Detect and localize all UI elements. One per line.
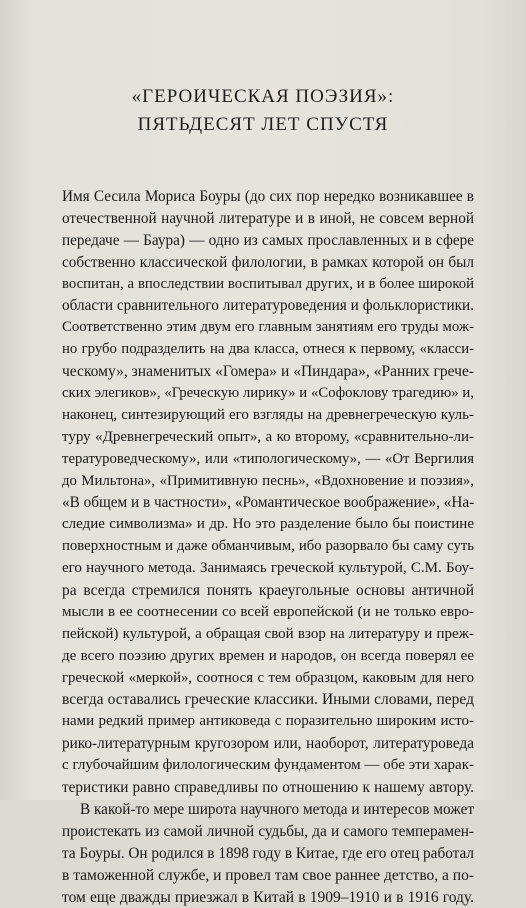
text-line: пейской) культурой, а обращая свой взор на литературу и преж- (62, 624, 474, 646)
text-line: В какой-то мере широта научного метода и интересов может (62, 799, 474, 821)
text-line: теристики равно справедливы по отношению к нашему автору. (62, 777, 474, 799)
text-line: ческому», знаменитых «Гомера» и «Пиндара», «Ранних грече- (62, 361, 474, 383)
text-line: тературоведческому», или «типологическому», — «От Вергилия (62, 449, 474, 471)
text-line: отечественной научной литературе и в иной, не совсем верной (62, 208, 474, 230)
text-line: воспитан, а впоследствии воспитывал других, и в более широкой (62, 274, 474, 296)
text-line: следие символизма» и др. Но это разделение было бы поистине (62, 514, 474, 536)
text-line: проистекать из самой личной судьбы, да и самого темперамен- (62, 821, 474, 843)
text-line: области сравнительного литературоведения и фольклористики. (62, 295, 474, 317)
text-line: собственно классической филологии, в рамках которой он был (62, 252, 474, 274)
text-line: том еще дважды приезжал в Китай в 1909–1910 и в 1916 году. (62, 887, 474, 908)
text-line: та Боуры. Он родился в 1898 году в Китае, где его отец работал (62, 843, 474, 865)
text-line: Имя Сесила Мориса Боуры (до сих пор нередко возникавшее в (62, 186, 474, 208)
text-line: «В общем и в частности», «Романтическое воображение», «На- (62, 492, 474, 514)
text-line: туру «Древнегреческий опыт», а ко второму, «сравнительно-ли- (62, 427, 474, 449)
chapter-title-line-2: ПЯТЬДЕСЯТ ЛЕТ СПУСТЯ (40, 114, 486, 136)
text-line: Соответственно этим двум его главным занятиям его труды мож- (62, 317, 474, 339)
text-line: рико-литературным кругозором или, наоборот, литературоведа (62, 733, 474, 755)
text-line: поверхностным и даже обманчивым, ибо разорвало бы саму суть (62, 536, 474, 558)
text-line: его научного метода. Занимаясь греческой культурой, С.М. Боу- (62, 558, 474, 580)
text-line: в таможенной службе, и провел там свое раннее детство, а по- (62, 865, 474, 887)
text-line: ра всегда стремился понять краеугольные основы античной (62, 580, 474, 602)
text-line: передаче — Баура) — одно из самых прославленных и в сфере (62, 230, 474, 252)
text-line: но грубо подразделить на два класса, отнеся к первому, «класси- (62, 339, 474, 361)
chapter-title-line-1: «ГЕРОИЧЕСКАЯ ПОЭЗИЯ»: (40, 86, 486, 108)
text-line: мысли в ее соотнесении со всей европейской (и не только евро- (62, 602, 474, 624)
text-line: всегда оставались греческие классики. Иными словами, перед (62, 689, 474, 711)
text-line: греческой «меркой», соотнося с тем образцом, каковым для него (62, 668, 474, 690)
text-line: нами редкий пример антиковеда с поразительно широким исто- (62, 711, 474, 733)
text-line: с глубочайшим филологическим фундаментом — обе эти харак- (62, 755, 474, 777)
text-line: наконец, синтезирующий его взгляды на древнегреческую куль- (62, 405, 474, 427)
text-line: ских элегиков», «Греческую лирику» и «Софоклову трагедию» и, (62, 383, 474, 405)
text-line: де всего поэзию других времен и народов, он всегда поверял ее (62, 646, 474, 668)
text-line: до Мильтона», «Примитивную песнь», «Вдохновение и поэзия», (62, 471, 474, 493)
